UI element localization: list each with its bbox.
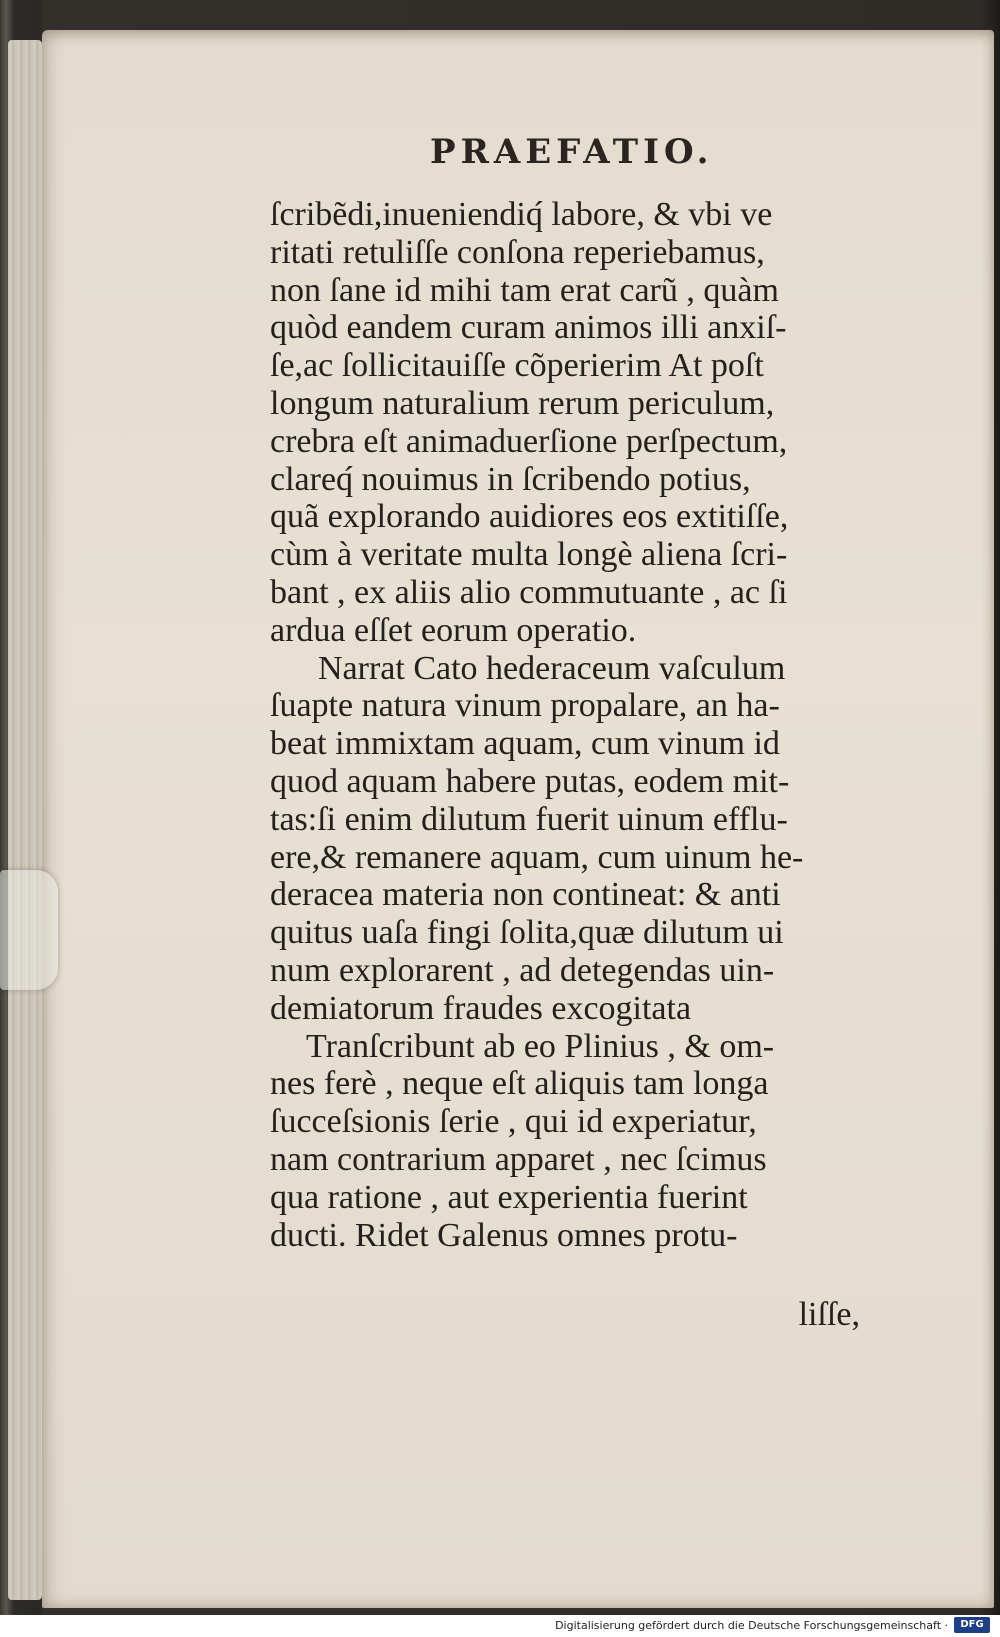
text-line: quã explorando auidiores eos extitiſſe,	[270, 498, 789, 536]
text-line: clareq́ nouimus in ſcribendo potius,	[270, 460, 751, 498]
catchword: liſſe,	[798, 1296, 860, 1333]
text-line: ritati retuliſſe conſona reperiebamus,	[270, 233, 765, 271]
text-line: num explorarent , ad detegendas uin-	[270, 951, 775, 989]
text-line: cùm à veritate multa longè aliena ſcri-	[270, 536, 788, 574]
text-line: tas:ſi enim dilutum fuerit uinum efflu-	[270, 800, 788, 838]
text-line: non ſane id mihi tam erat carũ , quàm	[270, 271, 779, 309]
text-line: ducti. Ridet Galenus omnes protu-	[270, 1216, 738, 1254]
body-text	[270, 196, 900, 1254]
text-line: qua ratione , aut experientia fuerint	[270, 1178, 748, 1216]
clip-tab	[0, 870, 58, 990]
page-edges	[8, 40, 42, 1600]
text-line: ſe,ac ſollicitauiſſe cõperierim At poſt	[270, 347, 764, 385]
text-line: Tranſcribunt ab eo Plinius , & om-	[306, 1027, 775, 1065]
text-line: crebra eſt animaduerſione perſpectum,	[270, 422, 788, 460]
text-line: nam contrarium apparet , nec ſcimus	[270, 1140, 767, 1178]
text-line: beat immixtam aquam, cum vinum id	[270, 725, 780, 763]
text-line: deracea materia non contineat: & anti	[270, 876, 781, 914]
text-line: bant , ex aliis alio commutuante , ac ſi	[270, 573, 788, 611]
text-line: nes ferè , neque eſt aliquis tam longa	[270, 1065, 769, 1103]
digitization-credit: Digitalisierung gefördert durch die Deutsche Forschungsgemeinschaft ·	[555, 1619, 948, 1632]
text-line: Narrat Cato hederaceum vaſculum	[318, 649, 786, 687]
text-line: ſucceſsionis ſerie , qui id experiatur,	[270, 1103, 757, 1141]
text-line: ſuapte natura vinum propalare, an ha-	[270, 687, 780, 725]
text-line: ere,& remanere aquam, cum uinum he-	[270, 838, 804, 876]
text-line: quod aquam habere putas, eodem mit-	[270, 762, 790, 800]
text-line: ardua eſſet eorum operatio.	[270, 611, 637, 649]
text-line: longum naturalium rerum periculum,	[270, 384, 775, 422]
dfg-logo-icon: DFG	[954, 1617, 990, 1633]
text-line: ſcribẽdi,inueniendiq́ labore, & vbi ve	[270, 196, 773, 233]
page-heading: PRAEFATIO.	[430, 132, 714, 172]
text-line: quòd eandem curam animos illi anxiſ-	[270, 309, 787, 347]
text-line: quitus uaſa fingi ſolita,quæ dilutum ui	[270, 914, 784, 952]
text-line: demiatorum fraudes excogitata	[270, 989, 692, 1027]
